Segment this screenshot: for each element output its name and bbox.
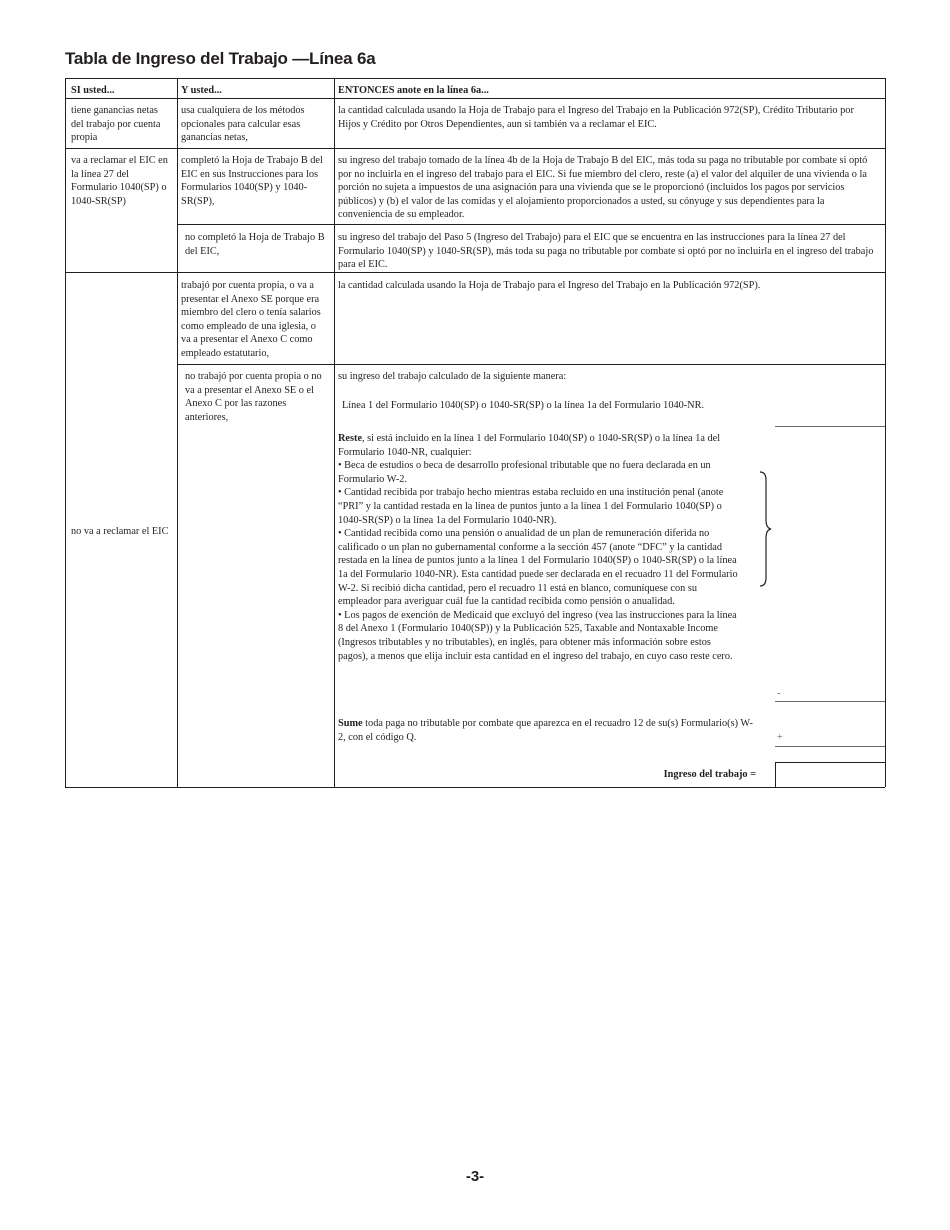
row2-instruction: su ingreso del trabajo tomado de la línea 4b de la Hoja de Trabajo B del EIC, más toda su paga no tributable por combate si optó por no incluirla en el ingreso del trabajo para el EIC. Si fue miembro del clero, reste (a) el valor del alquiler de una vivienda o la porción no sujeta a impuestos de una asignación para una vivienda que se le proporcionó (incluidos los pagos por servicios públicos) y (b) el valor de las comidas y el alojamiento proporcionados a usted, su cónyuge y sus dependientes para la conveniencia de su empleador. [338,155,868,221]
subtract-bullet: • Cantidad recibida por trabajo hecho mientras estaba recluido en una institución penal (anote “PRI” y la cantidad restada en la línea de puntos junto a la línea 1 del Formulario 1040(SP) o 1040-SR(SP) o la línea 1a del Formulario 1040-NR). [338,487,724,526]
row3-bottom-border [65,272,885,273]
subtract-bullet: • Cantidad recibida como una pensión o anualidad de un plan de remuneración diferida no calificado o un plan no gubernamental conforme a la sección 457 (anote “DFC” y la cantidad restada en la línea de puntos junto a la línea 1 del Formulario 1040(SP) o 1040-SR(SP) o la línea 1a del Formulario 1040-NR). Esta cantidad puede ser declarada en el recuadro 11 del Formulario W-2. Si recibió dicha cantidad, pero el recuadro 11 está en blanco, comuníquese con su empleador para averiguar cuál fue la cantidad recibida como pensión o anualidad. [338,528,738,608]
subtract-bullet: • Beca de estudios o beca de desarrollo profesional tributable que no fuera declarada en un Formulario W-2. [338,460,711,485]
row2-detail: completó la Hoja de Trabajo B del EIC en sus Instrucciones para los Formularios 1040(SP) y 1040-SR(SP), [181,155,323,207]
amount-line-1 [775,426,885,427]
minus-sign: - [777,688,781,699]
header-y-usted: Y usted... [181,85,222,96]
row1-condition: tiene ganancias netas del trabajo por cuenta propia [71,105,161,144]
table-top-border [65,78,885,79]
row2-bottom-border [178,224,885,225]
total-label: Ingreso del trabajo = [663,769,756,780]
row5-intro: su ingreso del trabajo calculado de la siguiente manera: [338,371,567,382]
row1-bottom-border [65,148,885,149]
total-amount-field[interactable] [776,763,884,786]
row3-detail: no completó la Hoja de Trabajo B del EIC, [185,232,325,257]
row4-instruction: la cantidad calculada usando la Hoja de Trabajo para el Ingreso del Trabajo en la Publicación 972(SP). [338,280,761,291]
subtract-intro [338,432,740,459]
page-number: -3- [465,1168,485,1185]
plus-sign: + [777,732,783,743]
row4-condition: no va a reclamar el EIC [71,526,169,537]
header-bottom-border [65,98,885,99]
header-entonces: ENTONCES anote en la línea 6a... [338,85,489,96]
row2-condition: va a reclamar el EIC en la línea 27 del Formulario 1040(SP) o 1040-SR(SP) [71,155,168,207]
row1-detail: usa cualquiera de los métodos opcionales para calcular esas ganancias netas, [181,105,305,144]
row1-instruction: la cantidad calculada usando la Hoja de Trabajo para el Ingreso del Trabajo en la Publicación 972(SP), Crédito Tributario por Hijos y Crédito por Otros Dependientes, aun si también va a reclamar el EIC. [338,105,854,130]
table-bottom-border [65,787,885,788]
row4-bottom-border [178,364,885,365]
row5-detail: no trabajó por cuenta propia o no va a presentar el Anexo SE o el Anexo C por las razones anteriores, [185,371,322,423]
header-si-usted: SI usted... [71,85,115,96]
row5-line1: Línea 1 del Formulario 1040(SP) o 1040-SR(SP) o la línea 1a del Formulario 1040-NR. [342,400,705,411]
table-right-border [885,78,886,787]
amount-line-3 [775,746,885,747]
table-left-border [65,78,66,787]
subtract-lead: Reste [338,433,363,444]
row3-instruction: su ingreso del trabajo del Paso 5 (Ingreso del Trabajo) para el EIC que se encuentra en las instrucciones para la línea 27 del Formulario 1040(SP) y 1040-SR(SP), más toda su paga no tributable por combate si optó por no incluirla en el ingreso del trabajo para el EIC. [338,232,874,271]
add-lead: Sume [338,718,363,729]
row5-add-text [334,717,764,744]
right-brace-icon [758,470,772,588]
row4-detail: trabajó por cuenta propia, o va a presentar el Anexo SE porque era miembro del clero o tenía salarios como empleado de una iglesia, o va a presentar el Anexo C como empleado estatutario, [181,280,321,359]
amount-line-2 [775,701,885,702]
page-title: Tabla de Ingreso del Trabajo —Línea 6a [65,49,376,68]
subtract-bullet: • Los pagos de exención de Medicaid que excluyó del ingreso (vea las instrucciones para la línea 8 del Anexo 1 (Formulario 1040(SP)) y la Publicación 525, Taxable and Nontaxable Income (Ingresos tributables y no tributables), en inglés, para obtener más información sobre estos pagos), a menos que elija incluir esta cantidad en el ingreso del trabajo, en cuyo caso reste cero. [338,609,737,662]
add-text: toda paga no tributable por combate que aparezca en el recuadro 12 de su(s) Formulario(s) W-2, con el código Q. [338,718,753,743]
row5-subtract-block [334,432,744,663]
subtract-text: , si está incluido en la línea 1 del Formulario 1040(SP) o 1040-SR(SP) o la línea 1a del Formulario 1040-NR, cualquier: [338,433,721,458]
